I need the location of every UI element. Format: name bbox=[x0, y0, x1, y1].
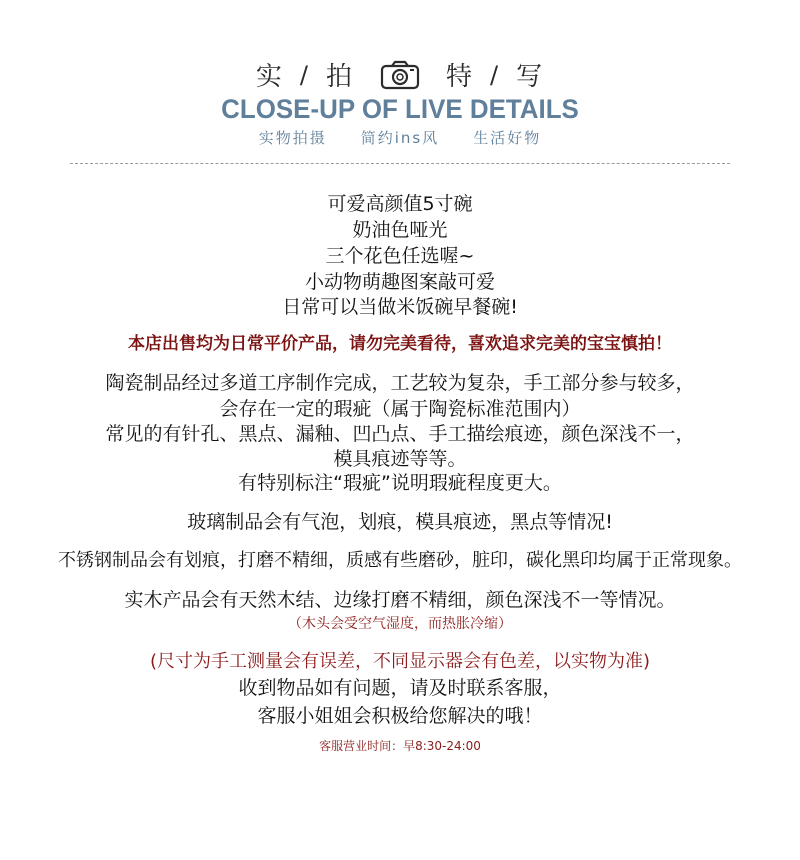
title-char-3: 特 bbox=[446, 62, 475, 92]
intro-line: 可爱高颜值5寸碗 bbox=[327, 193, 473, 215]
tag-item: 生活好物 bbox=[473, 129, 542, 147]
contact-line: 客服小姐姐会积极给您解决的哦！ bbox=[257, 705, 543, 727]
title-char-1: 实 bbox=[255, 62, 284, 92]
ceramic-line: 陶瓷制品经过多道工序制作完成，工艺较为复杂，手工部分参与较多， bbox=[105, 372, 695, 394]
title-slash-1: / bbox=[299, 60, 310, 89]
intro-line: 小动物萌趣图案敲可爱 bbox=[304, 271, 495, 293]
camera-icon bbox=[380, 60, 420, 90]
title-char-4: 写 bbox=[516, 62, 545, 92]
intro-line: 日常可以当做米饭碗早餐碗! bbox=[282, 296, 518, 318]
header-title bbox=[0, 56, 800, 93]
title-char-2: 拍 bbox=[325, 62, 354, 92]
intro-line: 三个花色任选喔~ bbox=[325, 245, 475, 267]
glass-line: 玻璃制品会有气泡，划痕，模具痕迹，黑点等情况! bbox=[187, 511, 613, 533]
size-note: (尺寸为手工测量会有误差，不同显示器会有色差，以实物为准) bbox=[149, 651, 651, 672]
wood-line: 实木产品会有天然木结、边缘打磨不精细，颜色深浅不一等情况。 bbox=[124, 589, 676, 611]
ceramic-line: 模具痕迹等等。 bbox=[333, 448, 467, 470]
ceramic-line: 常见的有针孔、黑点、漏釉、凹凸点、手工描绘痕迹，颜色深浅不一， bbox=[105, 423, 695, 445]
service-hours: 客服营业时间：早8:30-24:00 bbox=[319, 739, 481, 753]
subtitle-english: CLOSE-UP OF LIVE DETAILS bbox=[221, 94, 579, 124]
purchase-notice: 本店出售均为日常平价产品，请勿完美看待，喜欢追求完美的宝宝慎拍！ bbox=[128, 334, 672, 354]
contact-line: 收到物品如有问题，请及时联系客服， bbox=[238, 677, 562, 699]
feature-tags bbox=[0, 127, 800, 148]
intro-line: 奶油色哑光 bbox=[352, 219, 448, 241]
steel-line: 不锈钢制品会有划痕，打磨不精细，质感有些磨砂，脏印，碳化黑印均属于正常现象。 bbox=[58, 550, 742, 571]
tag-item: 简约ins风 bbox=[360, 129, 440, 147]
dashed-divider bbox=[70, 163, 730, 164]
ceramic-line: 会存在一定的瑕疵（属于陶瓷标准范围内） bbox=[219, 398, 581, 420]
ceramic-line: 有特别标注“瑕疵”说明瑕疵程度更大。 bbox=[238, 472, 562, 494]
tag-item: 实物拍摄 bbox=[258, 129, 327, 147]
wood-note: （木头会受空气湿度，而热胀冷缩） bbox=[288, 616, 512, 632]
title-slash-2: / bbox=[490, 60, 501, 89]
